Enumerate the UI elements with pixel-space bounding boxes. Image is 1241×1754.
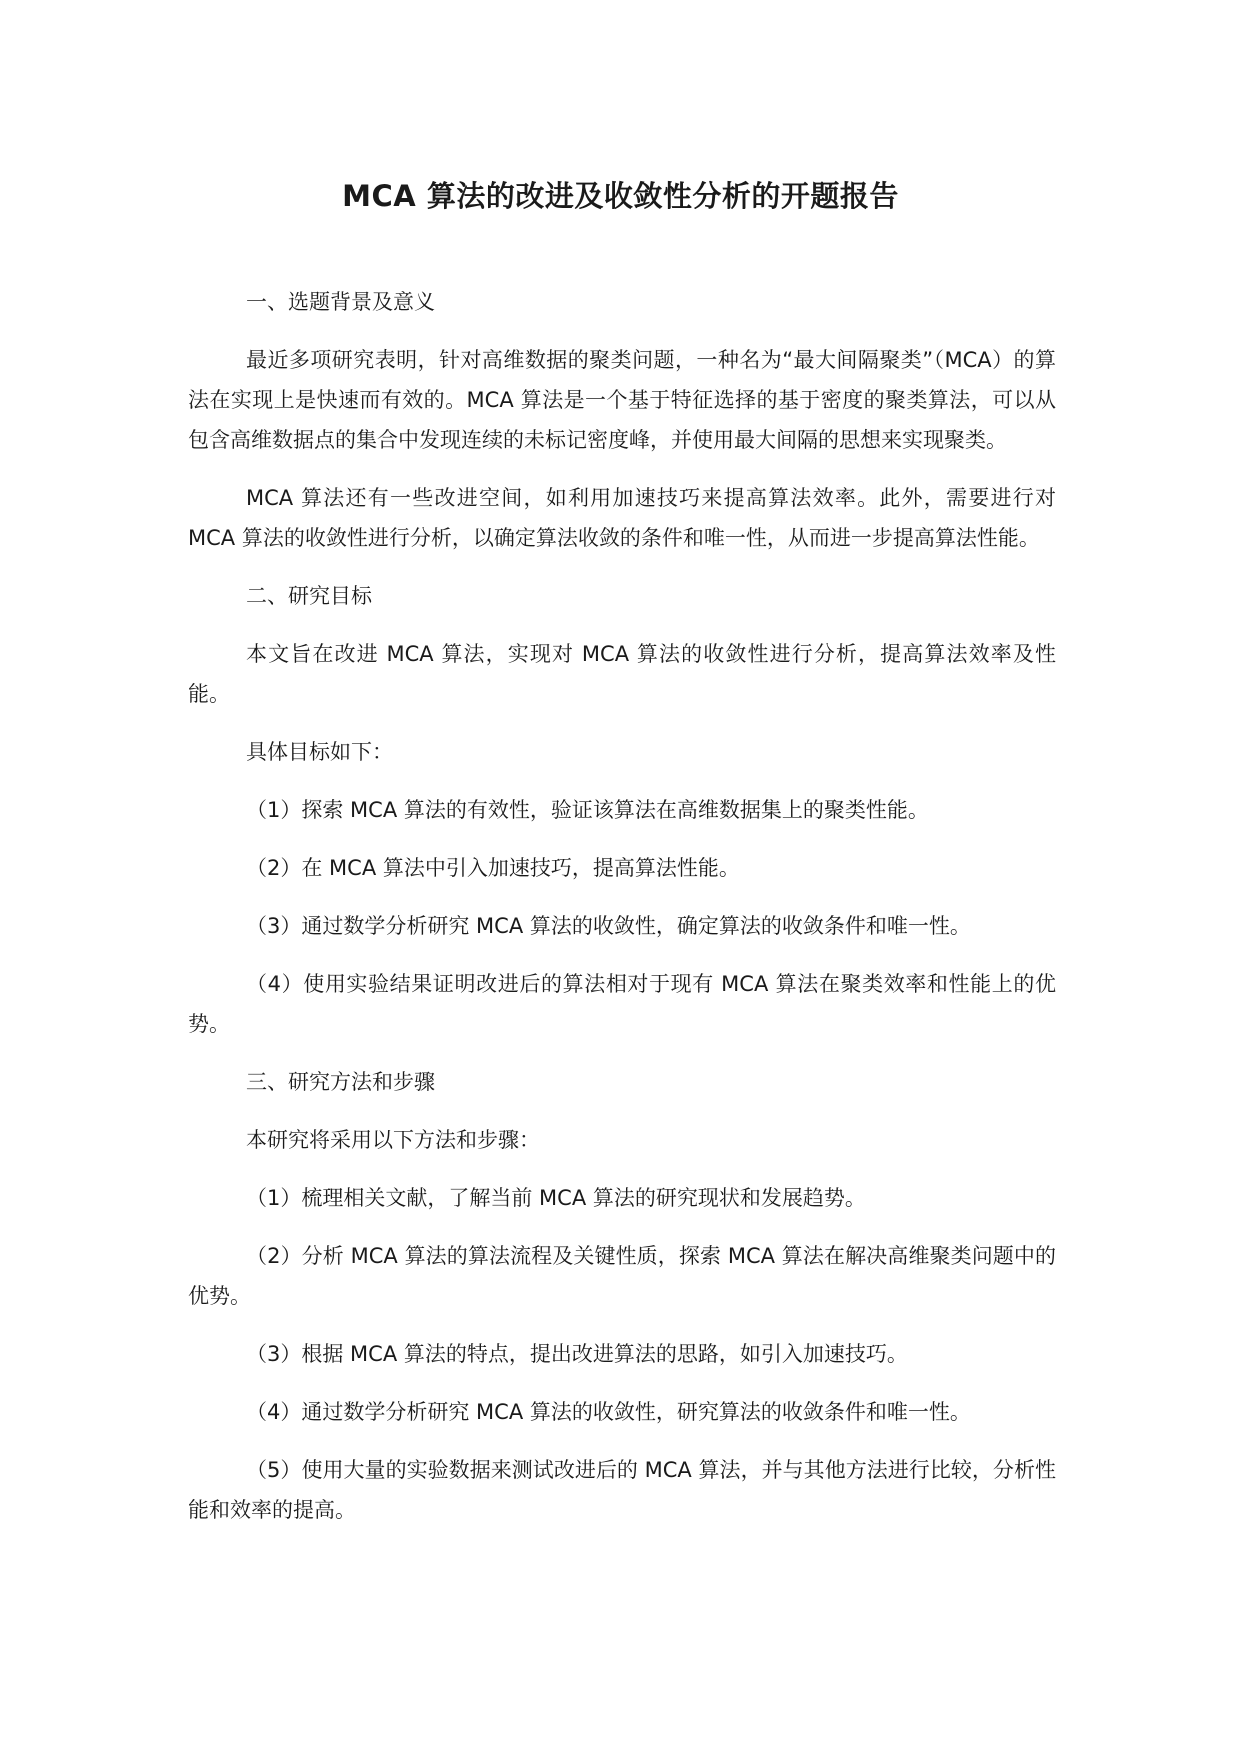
list-item: （2）在 MCA 算法中引入加速技巧，提高算法性能。 bbox=[246, 856, 740, 880]
paragraph: 本研究将采用以下方法和步骤： bbox=[246, 1128, 540, 1152]
section-heading-methods: 三、研究方法和步骤 bbox=[246, 1070, 435, 1094]
list-item: （1）探索 MCA 算法的有效性，验证该算法在高维数据集上的聚类性能。 bbox=[246, 798, 929, 822]
list-item: （4）使用实验结果证明改进后的算法相对于现有 MCA 算法在聚类效率和性能上的优势。 bbox=[188, 972, 1056, 1036]
paragraph: 本文旨在改进 MCA 算法，实现对 MCA 算法的收敛性进行分析，提高算法效率及性能。 bbox=[188, 642, 1056, 706]
section-heading-background: 一、选题背景及意义 bbox=[246, 290, 435, 314]
list-item: （2）分析 MCA 算法的算法流程及关键性质，探索 MCA 算法在解决高维聚类问题中的优势。 bbox=[188, 1244, 1056, 1308]
document-body bbox=[188, 282, 1056, 1548]
list-item: （3）根据 MCA 算法的特点，提出改进算法的思路，如引入加速技巧。 bbox=[246, 1342, 908, 1366]
section-heading-goals: 二、研究目标 bbox=[246, 584, 372, 608]
list-item: （5）使用大量的实验数据来测试改进后的 MCA 算法，并与其他方法进行比较，分析性能和效率的提高。 bbox=[188, 1458, 1056, 1522]
list-item: （1）梳理相关文献，了解当前 MCA 算法的研究现状和发展趋势。 bbox=[246, 1186, 866, 1210]
paragraph: 具体目标如下： bbox=[246, 740, 393, 764]
list-item: （4）通过数学分析研究 MCA 算法的收敛性，研究算法的收敛条件和唯一性。 bbox=[246, 1400, 971, 1424]
paragraph: MCA 算法还有一些改进空间，如利用加速技巧来提高算法效率。此外，需要进行对 MCA 算法的收敛性进行分析，以确定算法收敛的条件和唯一性，从而进一步提高算法性能。 bbox=[188, 486, 1056, 550]
paragraph: 最近多项研究表明，针对高维数据的聚类问题，一种名为“最大间隔聚类”（MCA）的算法在实现上是快速而有效的。MCA 算法是一个基于特征选择的基于密度的聚类算法，可以从包含高维数据点的集合中发现连续的未标记密度峰，并使用最大间隔的思想来实现聚类。 bbox=[188, 348, 1056, 452]
list-item: （3）通过数学分析研究 MCA 算法的收敛性，确定算法的收敛条件和唯一性。 bbox=[246, 914, 971, 938]
document-title: MCA 算法的改进及收敛性分析的开题报告 bbox=[342, 179, 899, 213]
